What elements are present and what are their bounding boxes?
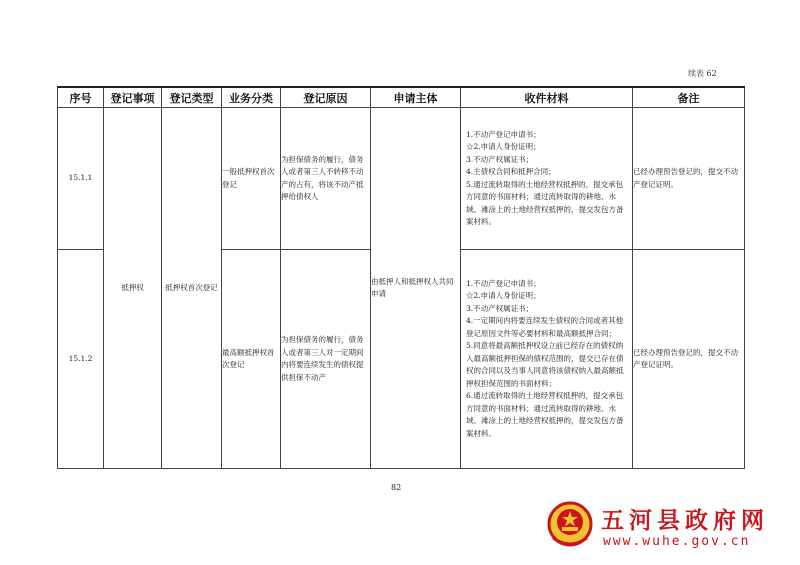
page-number: 82 — [391, 483, 402, 492]
row-type: 抵押权首次登记 — [162, 108, 222, 469]
site-logo[interactable] — [535, 500, 785, 560]
header-category: 业务分类 — [222, 87, 281, 108]
site-url[interactable]: www.wuhe.gov.cn — [603, 534, 751, 549]
material-item: 3.不动产权属证书； — [466, 303, 534, 313]
row-serial: 15.1.2 — [58, 250, 104, 469]
row-category: 一般抵押权首次登记 — [222, 108, 281, 250]
continuation-label: 续表 62 — [688, 69, 717, 78]
header-serial: 序号 — [58, 87, 104, 108]
row-materials — [461, 108, 633, 250]
material-item: 4.主债权合同和抵押合同； — [466, 167, 556, 176]
national-emblem-icon — [545, 500, 595, 550]
material-item: 1.不动产登记申请书； — [466, 129, 541, 139]
row-materials — [461, 250, 633, 469]
header-type: 登记类型 — [162, 87, 222, 108]
row-serial: 15.1.1 — [58, 108, 104, 250]
material-item: 3.不动产权属证书； — [466, 154, 534, 164]
material-item: ☆2.申请人身份证明； — [466, 291, 541, 301]
material-item: 4.一定期间内将要连续发生债权的合同或者其他登记原因文件等必要材料和最高额抵押合同； — [466, 316, 624, 338]
row-note: 已经办理预告登记的，提交不动产登记证明。 — [633, 250, 745, 469]
header-note: 备注 — [633, 87, 745, 108]
material-item: 5.同意将最高额抵押权设立前已经存在的债权纳入最高额抵押担保的债权范围的，提交已存在债权的合同以及当事人同意将该债权纳入最高额抵押权担保范围的书面材料； — [466, 341, 624, 388]
row-category: 最高额抵押权首次登记 — [222, 250, 281, 469]
row-reason: 为担保债务的履行，债务人或者第三人对一定期间内将要连续发生的债权提供担保不动产 — [281, 250, 371, 469]
header-applicant: 申请主体 — [371, 87, 461, 108]
row-applicant: 由抵押人和抵押权人共同申请 — [371, 108, 461, 469]
site-name: 五河县政府网 — [601, 508, 769, 534]
row-reason: 为担保债务的履行，债务人或者第三人不转移不动产的占有，将该不动产抵押给债权人 — [281, 108, 371, 250]
header-materials: 收件材料 — [461, 87, 633, 108]
header-item: 登记事项 — [104, 87, 162, 108]
table-header-row — [58, 87, 745, 108]
table-row — [58, 108, 745, 250]
material-item: 1.不动产登记申请书； — [466, 278, 541, 288]
row-note: 已经办理预告登记的，提交不动产登记证明。 — [633, 108, 745, 250]
material-item: ☆2.申请人身份证明； — [466, 142, 541, 151]
material-item: 5.通过流转取得的土地经营权抵押的，提交承包方同意的书面材料；通过流转取得的耕地、水域、滩涂上的土地经营权抵押的，提交发包方备案材料。 — [466, 179, 624, 226]
header-reason: 登记原因 — [281, 87, 371, 108]
material-item: 6.通过流转取得的土地经营权抵押的，提交承包方同意的书面材料；通过流转取得的耕地、水域、滩涂上的土地经营权抵押的，提交发包方备案材料。 — [466, 391, 624, 438]
row-item: 抵押权 — [104, 108, 162, 469]
registration-table — [57, 86, 745, 469]
